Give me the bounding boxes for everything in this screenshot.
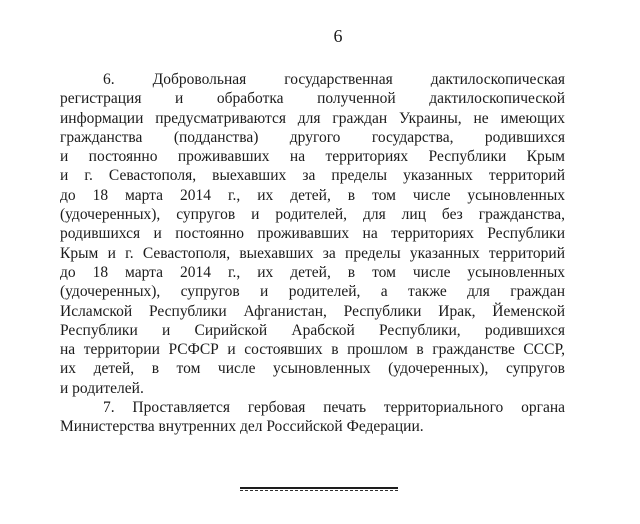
text-line: (удочеренных), супругов и родителей, для лиц без гражданства,	[60, 206, 565, 224]
text-line: до 18 марта 2014 г., их детей, в том числе усыновленных	[60, 186, 565, 204]
text-line: информации предусматриваются для граждан Украины, не имеющих	[60, 109, 565, 127]
text-line: Республики и Сирийской Арабской Республики, родившихся	[60, 321, 565, 339]
text-line: Крым и г. Севастополя, выехавших за пределы указанных территорий	[60, 244, 565, 262]
footer-divider-line	[240, 487, 398, 491]
page-number: 6	[333, 26, 343, 46]
text-line: (удочеренных), супругов и родителей, а также для граждан	[60, 283, 565, 301]
text-line: родившихся и постоянно проживавших на территориях Республики	[60, 225, 565, 243]
text-line: их детей, в том числе усыновленных (удочеренных), супругов	[60, 360, 565, 378]
text-line: и г. Севастополя, выехавших за пределы указанных территорий	[60, 167, 565, 185]
document-body	[60, 70, 565, 437]
text-line: на территории РСФСР и состоявших в прошлом в гражданстве СССР,	[60, 341, 565, 359]
text-line: 6. Добровольная государственная дактилоскопическая	[103, 71, 565, 88]
text-line: гражданства (подданства) другого государства, родившихся	[60, 128, 565, 146]
text-line: Исламской Республики Афганистан, Республики Ирак, Йеменской	[60, 302, 565, 320]
paragraph-clause-6	[60, 70, 565, 398]
text-line: и постоянно проживавших на территориях Республики Крым	[60, 148, 565, 166]
paragraph-clause-7	[60, 398, 565, 437]
text-line: и родителей.	[60, 379, 144, 397]
text-line: регистрация и обработка полученной дактилоскопической	[60, 90, 565, 108]
text-line: Министерства внутренних дел Российской Федерации.	[60, 418, 424, 436]
text-line: до 18 марта 2014 г., их детей, в том числе усыновленных	[60, 263, 565, 281]
text-line: 7. Проставляется гербовая печать территориального органа	[103, 399, 565, 417]
